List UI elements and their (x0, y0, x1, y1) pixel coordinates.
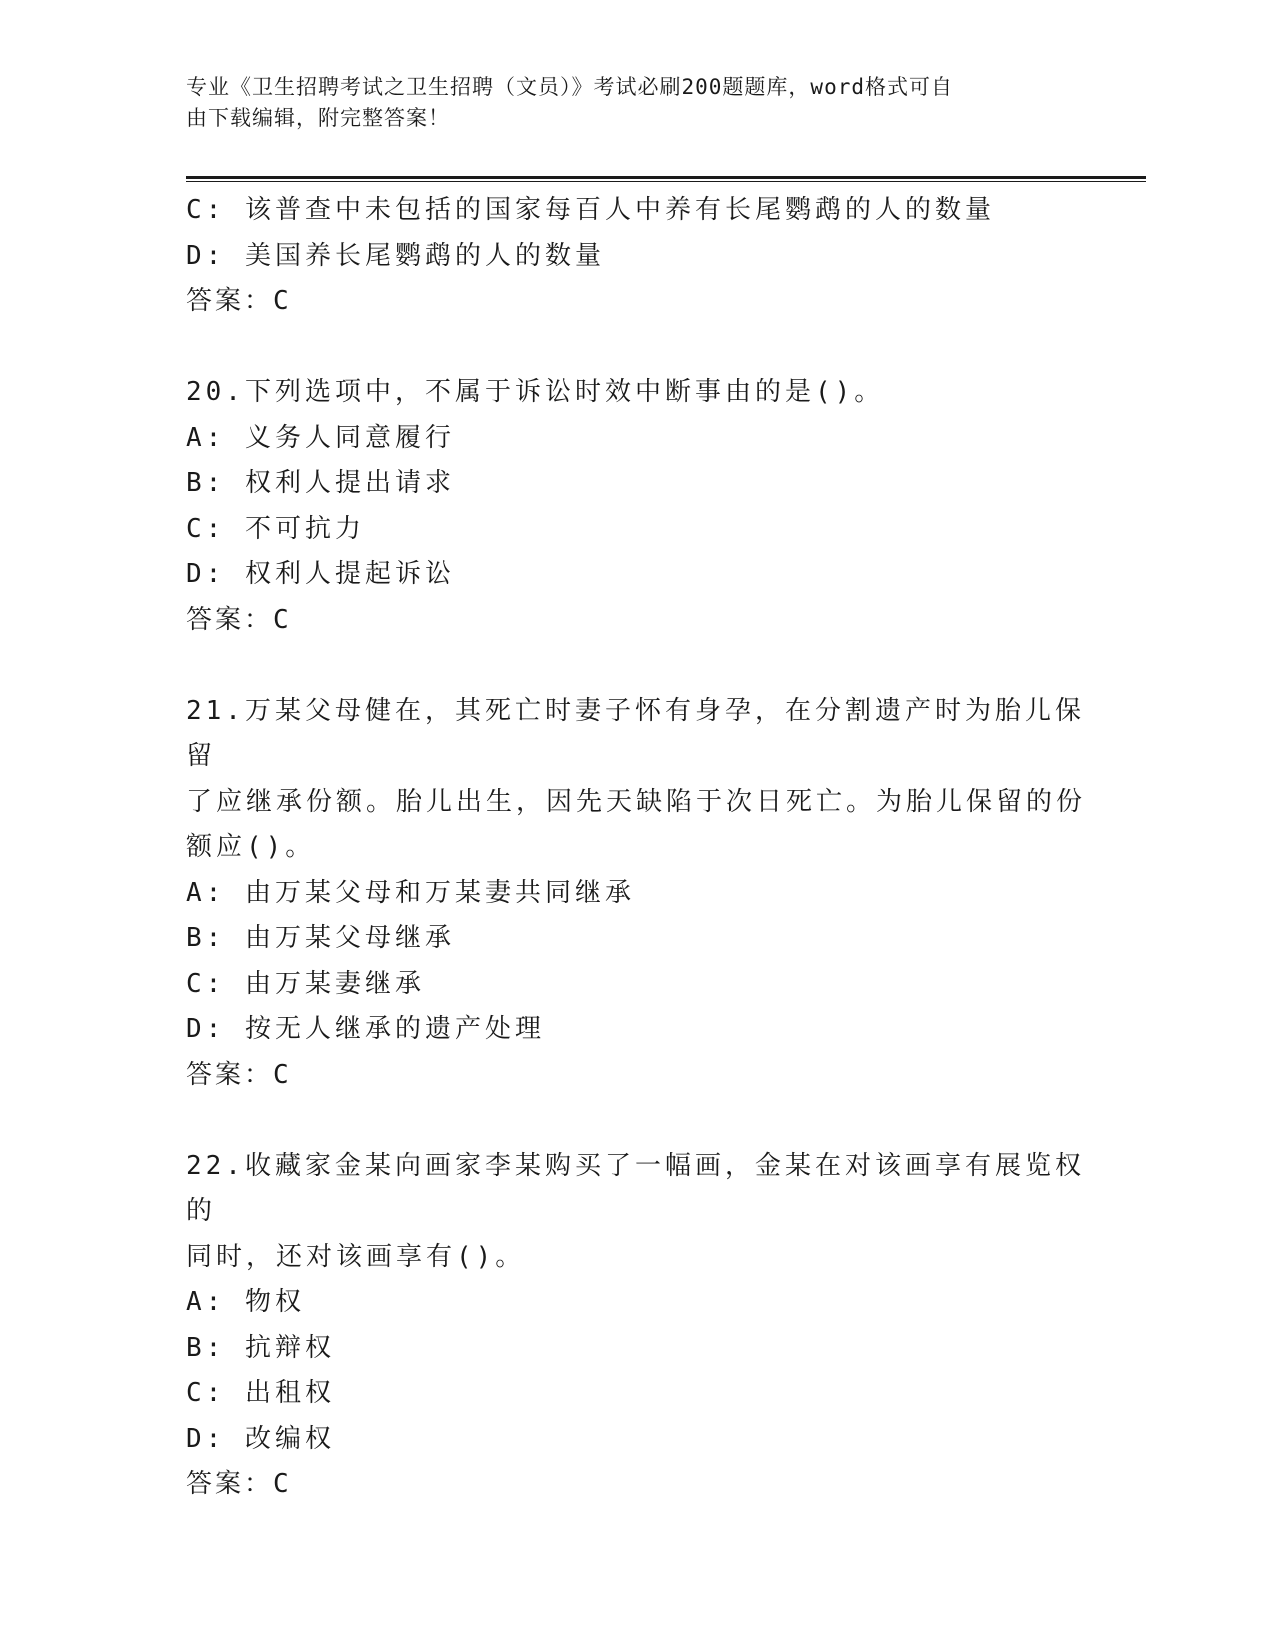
option-a: A: 物权 (186, 1287, 305, 1317)
option-d: D: 按无人继承的遗产处理 (186, 1014, 545, 1044)
question-stem: 了应继承份额。胎儿出生，因先天缺陷于次日死亡。为胎儿保留的份 (186, 786, 1087, 817)
option-b: B: 权利人提出请求 (186, 468, 455, 498)
question-stem: 额应()。 (186, 832, 316, 862)
option-d: D: 改编权 (186, 1423, 335, 1454)
option-a: A: 义务人同意履行 (186, 422, 455, 453)
question-stem: 21.万某父母健在，其死亡时妻子怀有身孕，在分割遗产时为胎儿保留 (186, 695, 1085, 771)
document-header (186, 72, 1066, 134)
header-divider-thick (186, 176, 1146, 179)
question-22 (186, 1144, 1086, 1508)
header-line-2: 由下载编辑，附完整答案！ (186, 106, 450, 130)
option-c: C: 该普查中未包括的国家每百人中养有长尾鹦鹉的人的数量 (186, 195, 995, 225)
option-a: A: 由万某父母和万某妻共同继承 (186, 877, 635, 908)
option-c: C: 不可抗力 (186, 513, 365, 544)
option-c: C: 由万某妻继承 (186, 968, 425, 999)
answer: 答案：C (186, 1059, 292, 1090)
header-divider-thin (186, 181, 1146, 182)
question-content (186, 188, 1086, 1508)
question-stem: 20.下列选项中，不属于诉讼时效中断事由的是()。 (186, 377, 885, 407)
question-21 (186, 689, 1086, 1099)
header-line-1: 专业《卫生招聘考试之卫生招聘（文员）》考试必刷200题题库，word格式可自 (186, 75, 953, 99)
answer: 答案：C (186, 1469, 292, 1499)
answer: 答案：C (186, 604, 292, 635)
question-stem: 22.收藏家金某向画家李某购买了一幅画，金某在对该画享有展览权的 (186, 1150, 1085, 1226)
option-d: D: 美国养长尾鹦鹉的人的数量 (186, 240, 605, 271)
question-stem: 同时，还对该画享有()。 (186, 1241, 526, 1272)
previous-question-tail (186, 188, 1086, 325)
answer: 答案：C (186, 286, 292, 316)
question-20 (186, 370, 1086, 643)
option-c: C: 出租权 (186, 1378, 335, 1408)
option-d: D: 权利人提起诉讼 (186, 559, 455, 589)
option-b: B: 由万某父母继承 (186, 923, 455, 953)
option-b: B: 抗辩权 (186, 1332, 335, 1363)
